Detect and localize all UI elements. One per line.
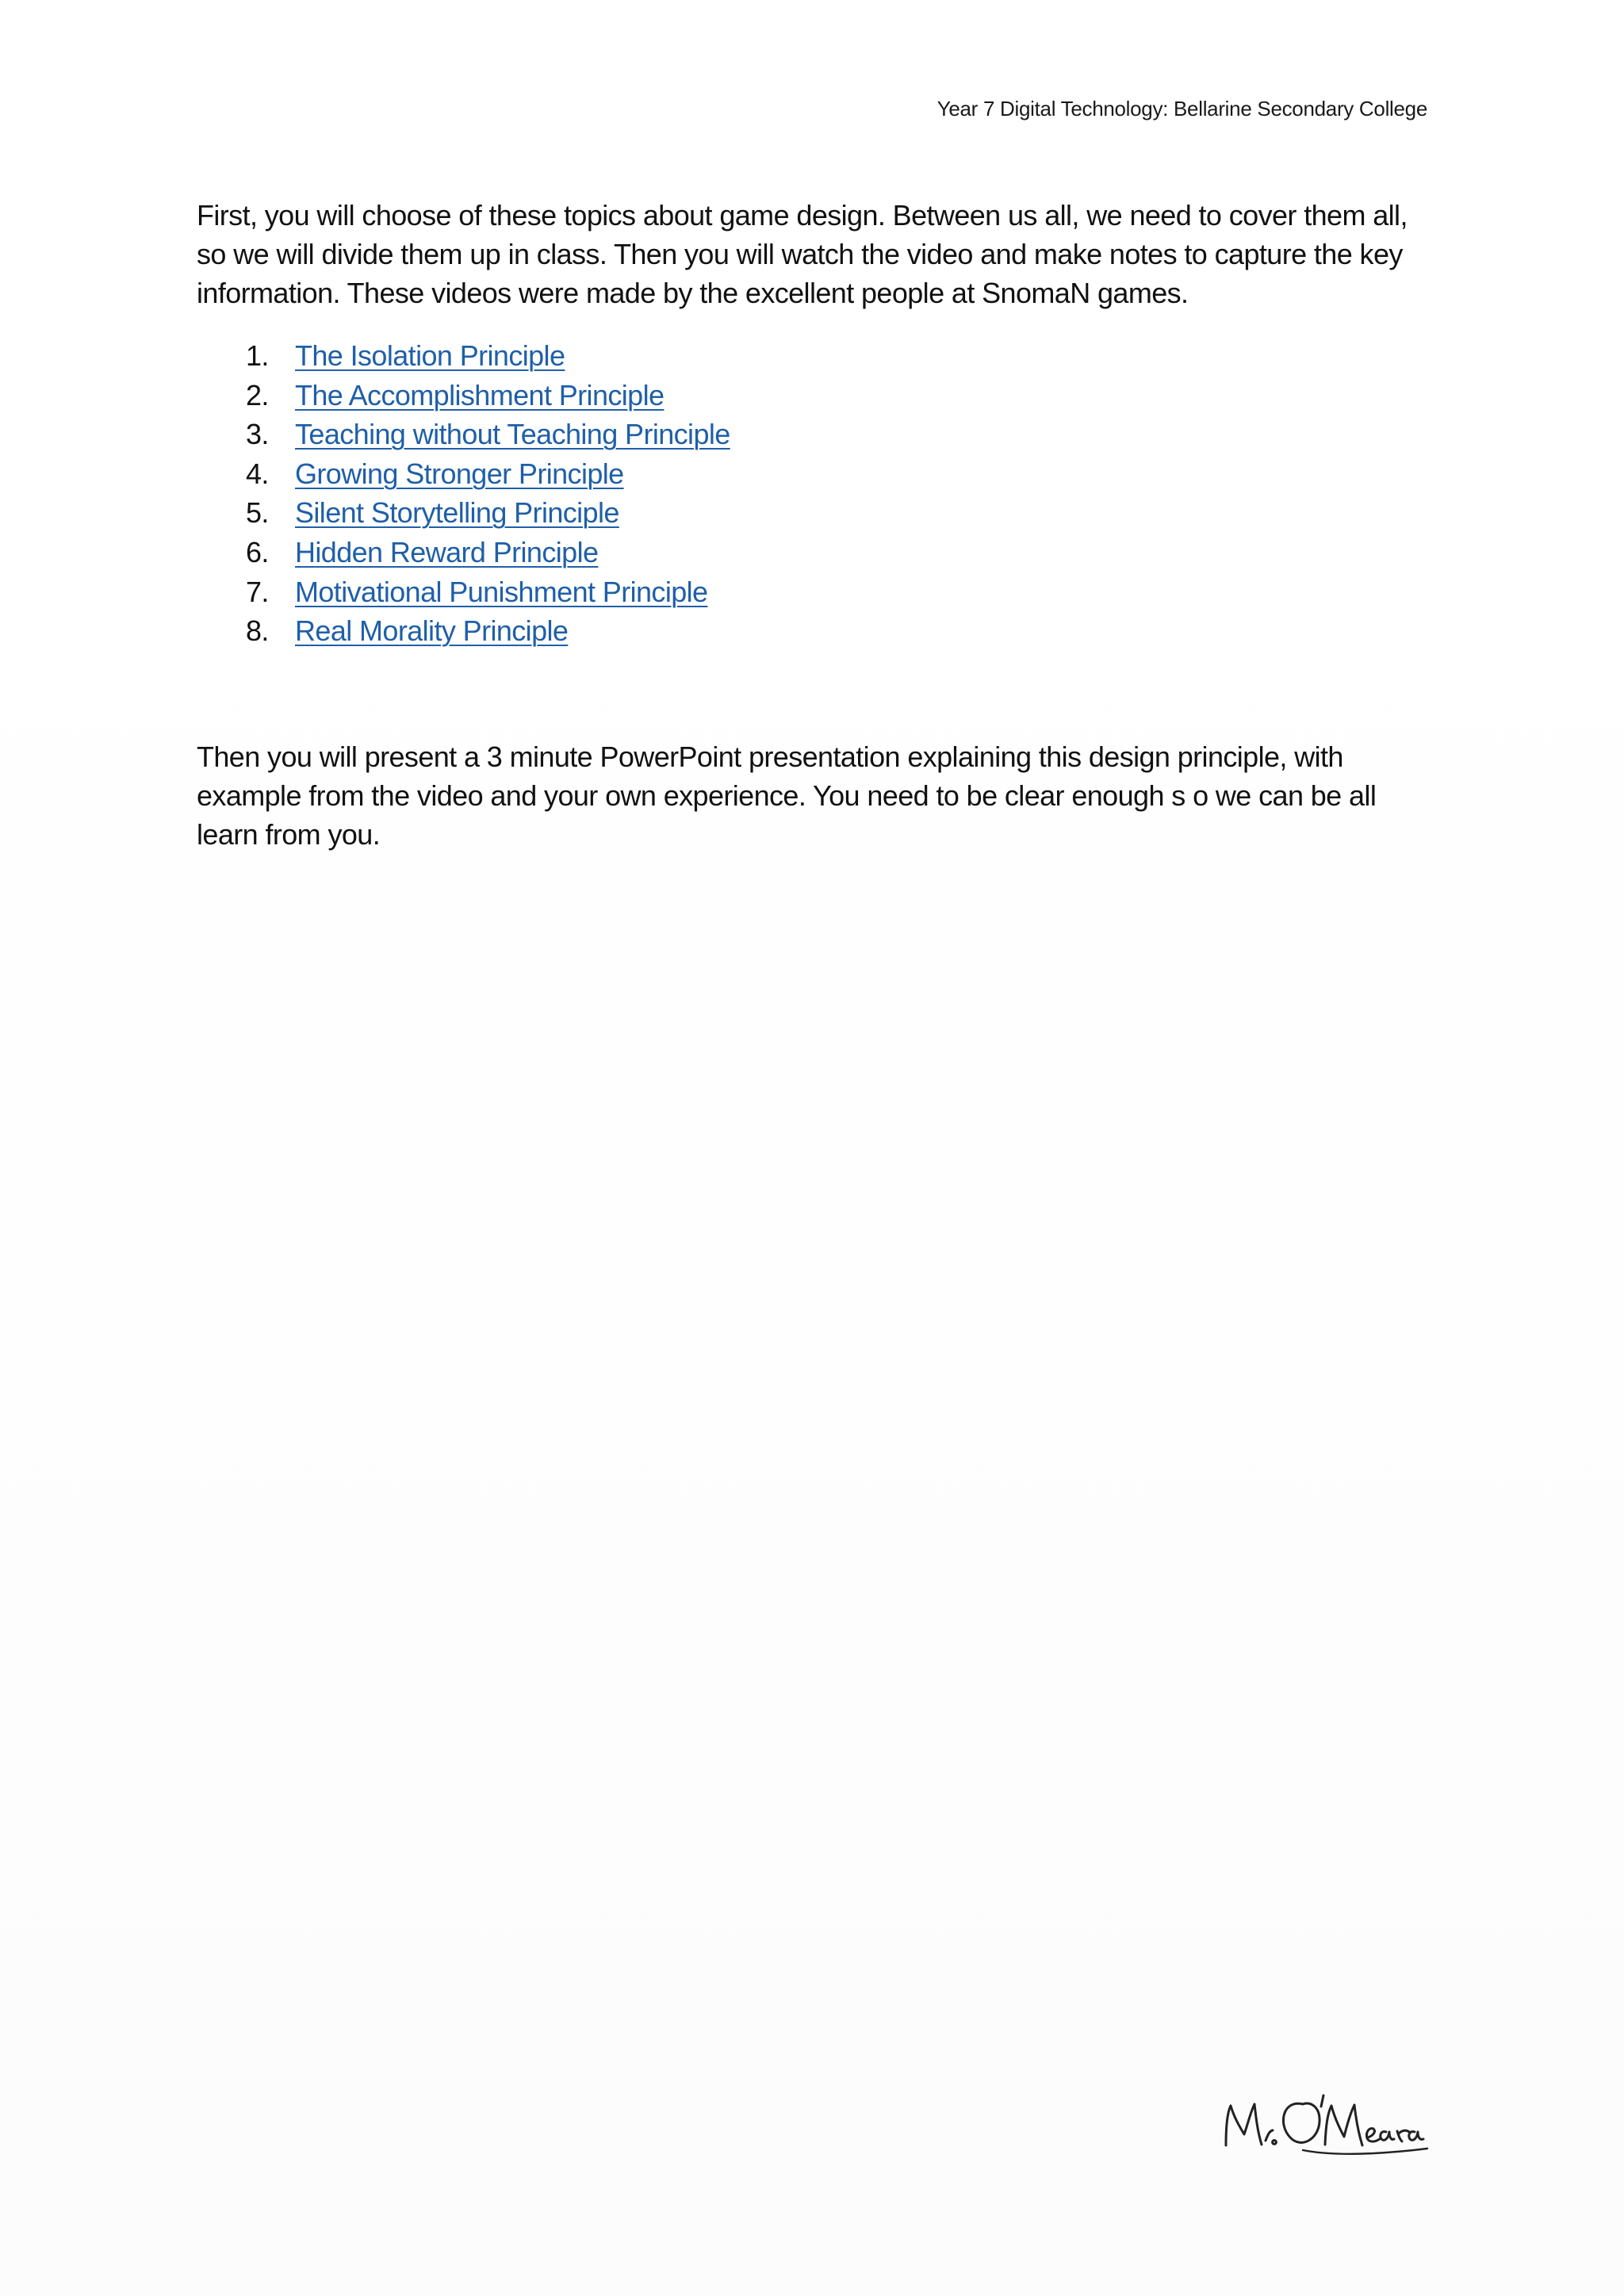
topic-item xyxy=(197,576,730,615)
topic-item xyxy=(197,418,730,457)
topic-number: 8. xyxy=(246,614,269,648)
topic-link-motivational-punishment[interactable]: Motivational Punishment Principle xyxy=(295,575,708,608)
topic-link-real-morality[interactable]: Real Morality Principle xyxy=(295,614,569,648)
topic-item xyxy=(197,536,730,576)
signature-image xyxy=(1220,2088,1434,2160)
topic-link-silent-storytelling[interactable]: Silent Storytelling Principle xyxy=(295,496,619,530)
topic-item xyxy=(197,339,730,379)
topic-item xyxy=(197,379,730,419)
topic-item xyxy=(197,614,730,654)
topic-link-teaching-without-teaching[interactable]: Teaching without Teaching Principle xyxy=(295,418,730,451)
topic-item xyxy=(197,457,730,497)
topic-item xyxy=(197,496,730,536)
topic-link-isolation[interactable]: The Isolation Principle xyxy=(295,339,565,372)
topic-number: 7. xyxy=(246,575,269,608)
topic-link-hidden-reward[interactable]: Hidden Reward Principle xyxy=(295,535,599,568)
topic-link-growing-stronger[interactable]: Growing Stronger Principle xyxy=(295,457,624,490)
topic-link-accomplishment[interactable]: The Accomplishment Principle xyxy=(295,378,665,411)
topic-number: 1. xyxy=(246,339,269,372)
topic-list xyxy=(197,339,730,654)
intro-paragraph: First, you will choose of these topics about game design. Between us all, we need to cover them all, so we will divide them up in class. Then you will watch the video and make notes to capture the key information. These videos were made by the excellent people at SnomaN games. xyxy=(197,199,1408,309)
topic-number: 4. xyxy=(246,457,269,490)
topic-number: 6. xyxy=(246,535,269,568)
closing-paragraph: Then you will present a 3 minute PowerPoint presentation explaining this design principle, with example from the video and your own experience. You need to be clear enough s o we can be all learn from you. xyxy=(197,740,1377,851)
topic-number: 3. xyxy=(246,418,269,451)
page-header: Year 7 Digital Technology: Bellarine Secondary College xyxy=(936,97,1427,121)
topic-number: 5. xyxy=(246,496,269,530)
topic-number: 2. xyxy=(246,378,269,411)
